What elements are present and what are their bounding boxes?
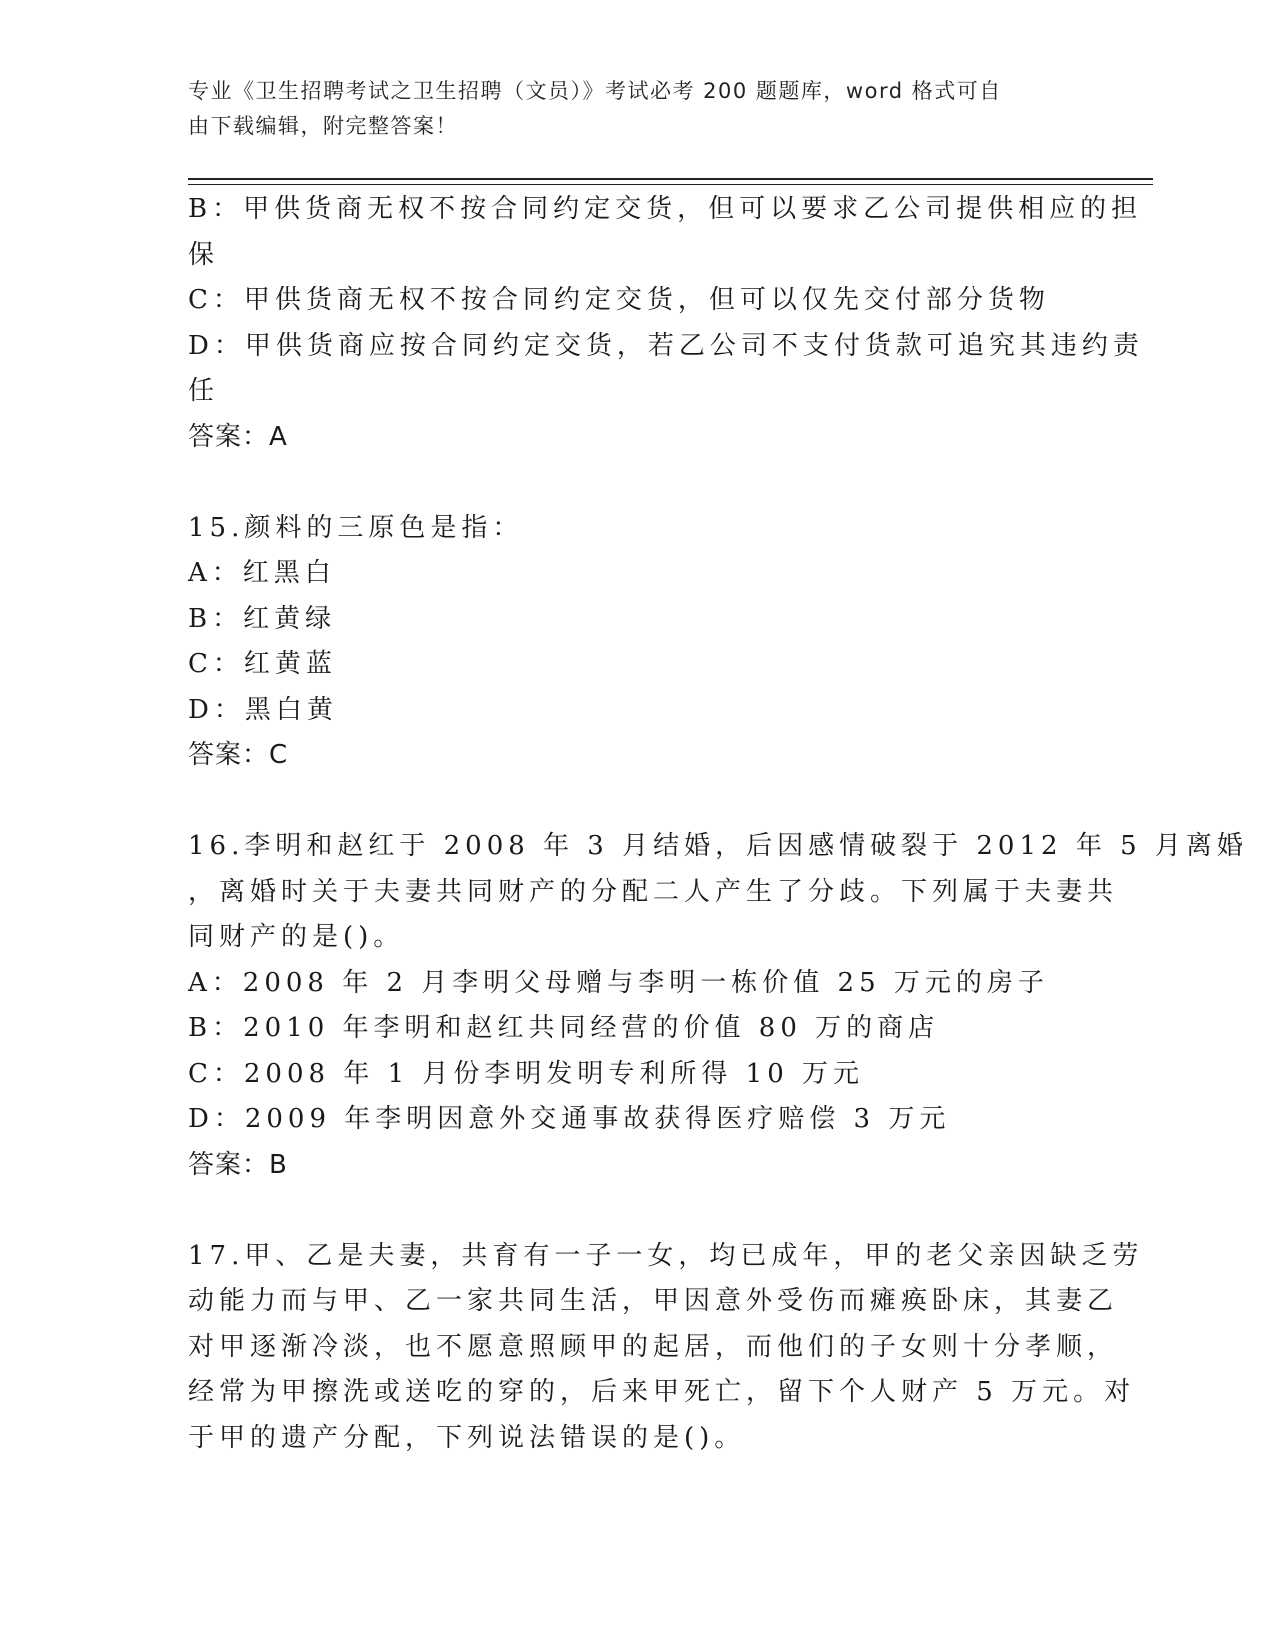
q15-option-b: B：红黄绿 [188,603,337,634]
q16-option-a: A：2008 年 2 月李明父母赠与李明一栋价值 25 万元的房子 [188,967,1049,998]
q15-stem: 15.颜料的三原色是指： [188,512,524,543]
header-divider-thick [188,178,1153,180]
q16-stem-line-1: 16.李明和赵红于 2008 年 3 月结婚，后因感情破裂于 2012 年 5 月离婚 [188,831,1248,861]
spacer [188,1188,1068,1234]
q16-option-c: C：2008 年 1 月份李明发明专利所得 10 万元 [188,1058,865,1089]
header-line-1: 专业《卫生招聘考试之卫生招聘（文员）》考试必考 200 题题库，word 格式可自 [188,79,1002,103]
question-16-block [188,824,1248,1188]
q16-stem-line-3: 同财产的是()。 [188,922,405,952]
q16-option-d: D：2009 年李明因意外交通事故获得医疗赔偿 3 万元 [188,1104,951,1134]
q17-stem-line-3: 对甲逐渐冷淡，也不愿意照顾甲的起居，而他们的子女则十分孝顺， [188,1331,1119,1362]
q15-option-d: D：黑白黄 [188,694,338,725]
q17-stem-line-5: 于甲的遗产分配，下列说法错误的是()。 [188,1422,746,1453]
q17-stem-line-1: 17.甲、乙是夫妻，共育有一子一女，均已成年，甲的老父亲因缺乏劳 [188,1240,1144,1271]
document-header [188,74,1068,144]
q15-answer: 答案：C [188,740,289,770]
q14-answer: 答案：A [188,421,288,452]
q17-stem-line-4: 经常为甲擦洗或送吃的穿的，后来甲死亡，留下个人财产 5 万元。对 [188,1377,1136,1407]
q16-option-b: B：2010 年李明和赵红共同经营的价值 80 万的商店 [188,1013,940,1043]
question-14-block [188,187,1144,460]
q14-option-b-line-1: B：甲供货商无权不按合同约定交货，但可以要求乙公司提供相应的担 [188,194,1143,224]
spacer [188,460,1068,506]
q14-option-d-line-2: 任 [188,376,220,406]
header-line-2: 由下载编辑，附完整答案！ [188,114,458,138]
question-15-block [188,506,1068,779]
q16-answer: 答案：B [188,1149,288,1180]
q14-option-d-line-1: D：甲供货商应按合同约定交货，若乙公司不支付货款可追究其违约责 [188,330,1144,361]
question-17-block [188,1234,1144,1462]
q15-option-a: A：红黑白 [188,558,336,588]
q14-option-c: C：甲供货商无权不按合同约定交货，但可以仅先交付部分货物 [188,285,1050,315]
header-divider-thin [188,184,1153,185]
q14-option-b-line-2: 保 [188,239,220,270]
q17-stem-line-2: 动能力而与甲、乙一家共同生活，甲因意外受伤而瘫痪卧床，其妻乙 [188,1286,1119,1316]
spacer [188,779,1068,825]
question-content [188,187,1248,1461]
q16-stem-line-2: ，离婚时关于夫妻共同财产的分配二人产生了分歧。下列属于夫妻共 [188,876,1119,907]
q15-option-c: C：红黄蓝 [188,649,337,679]
